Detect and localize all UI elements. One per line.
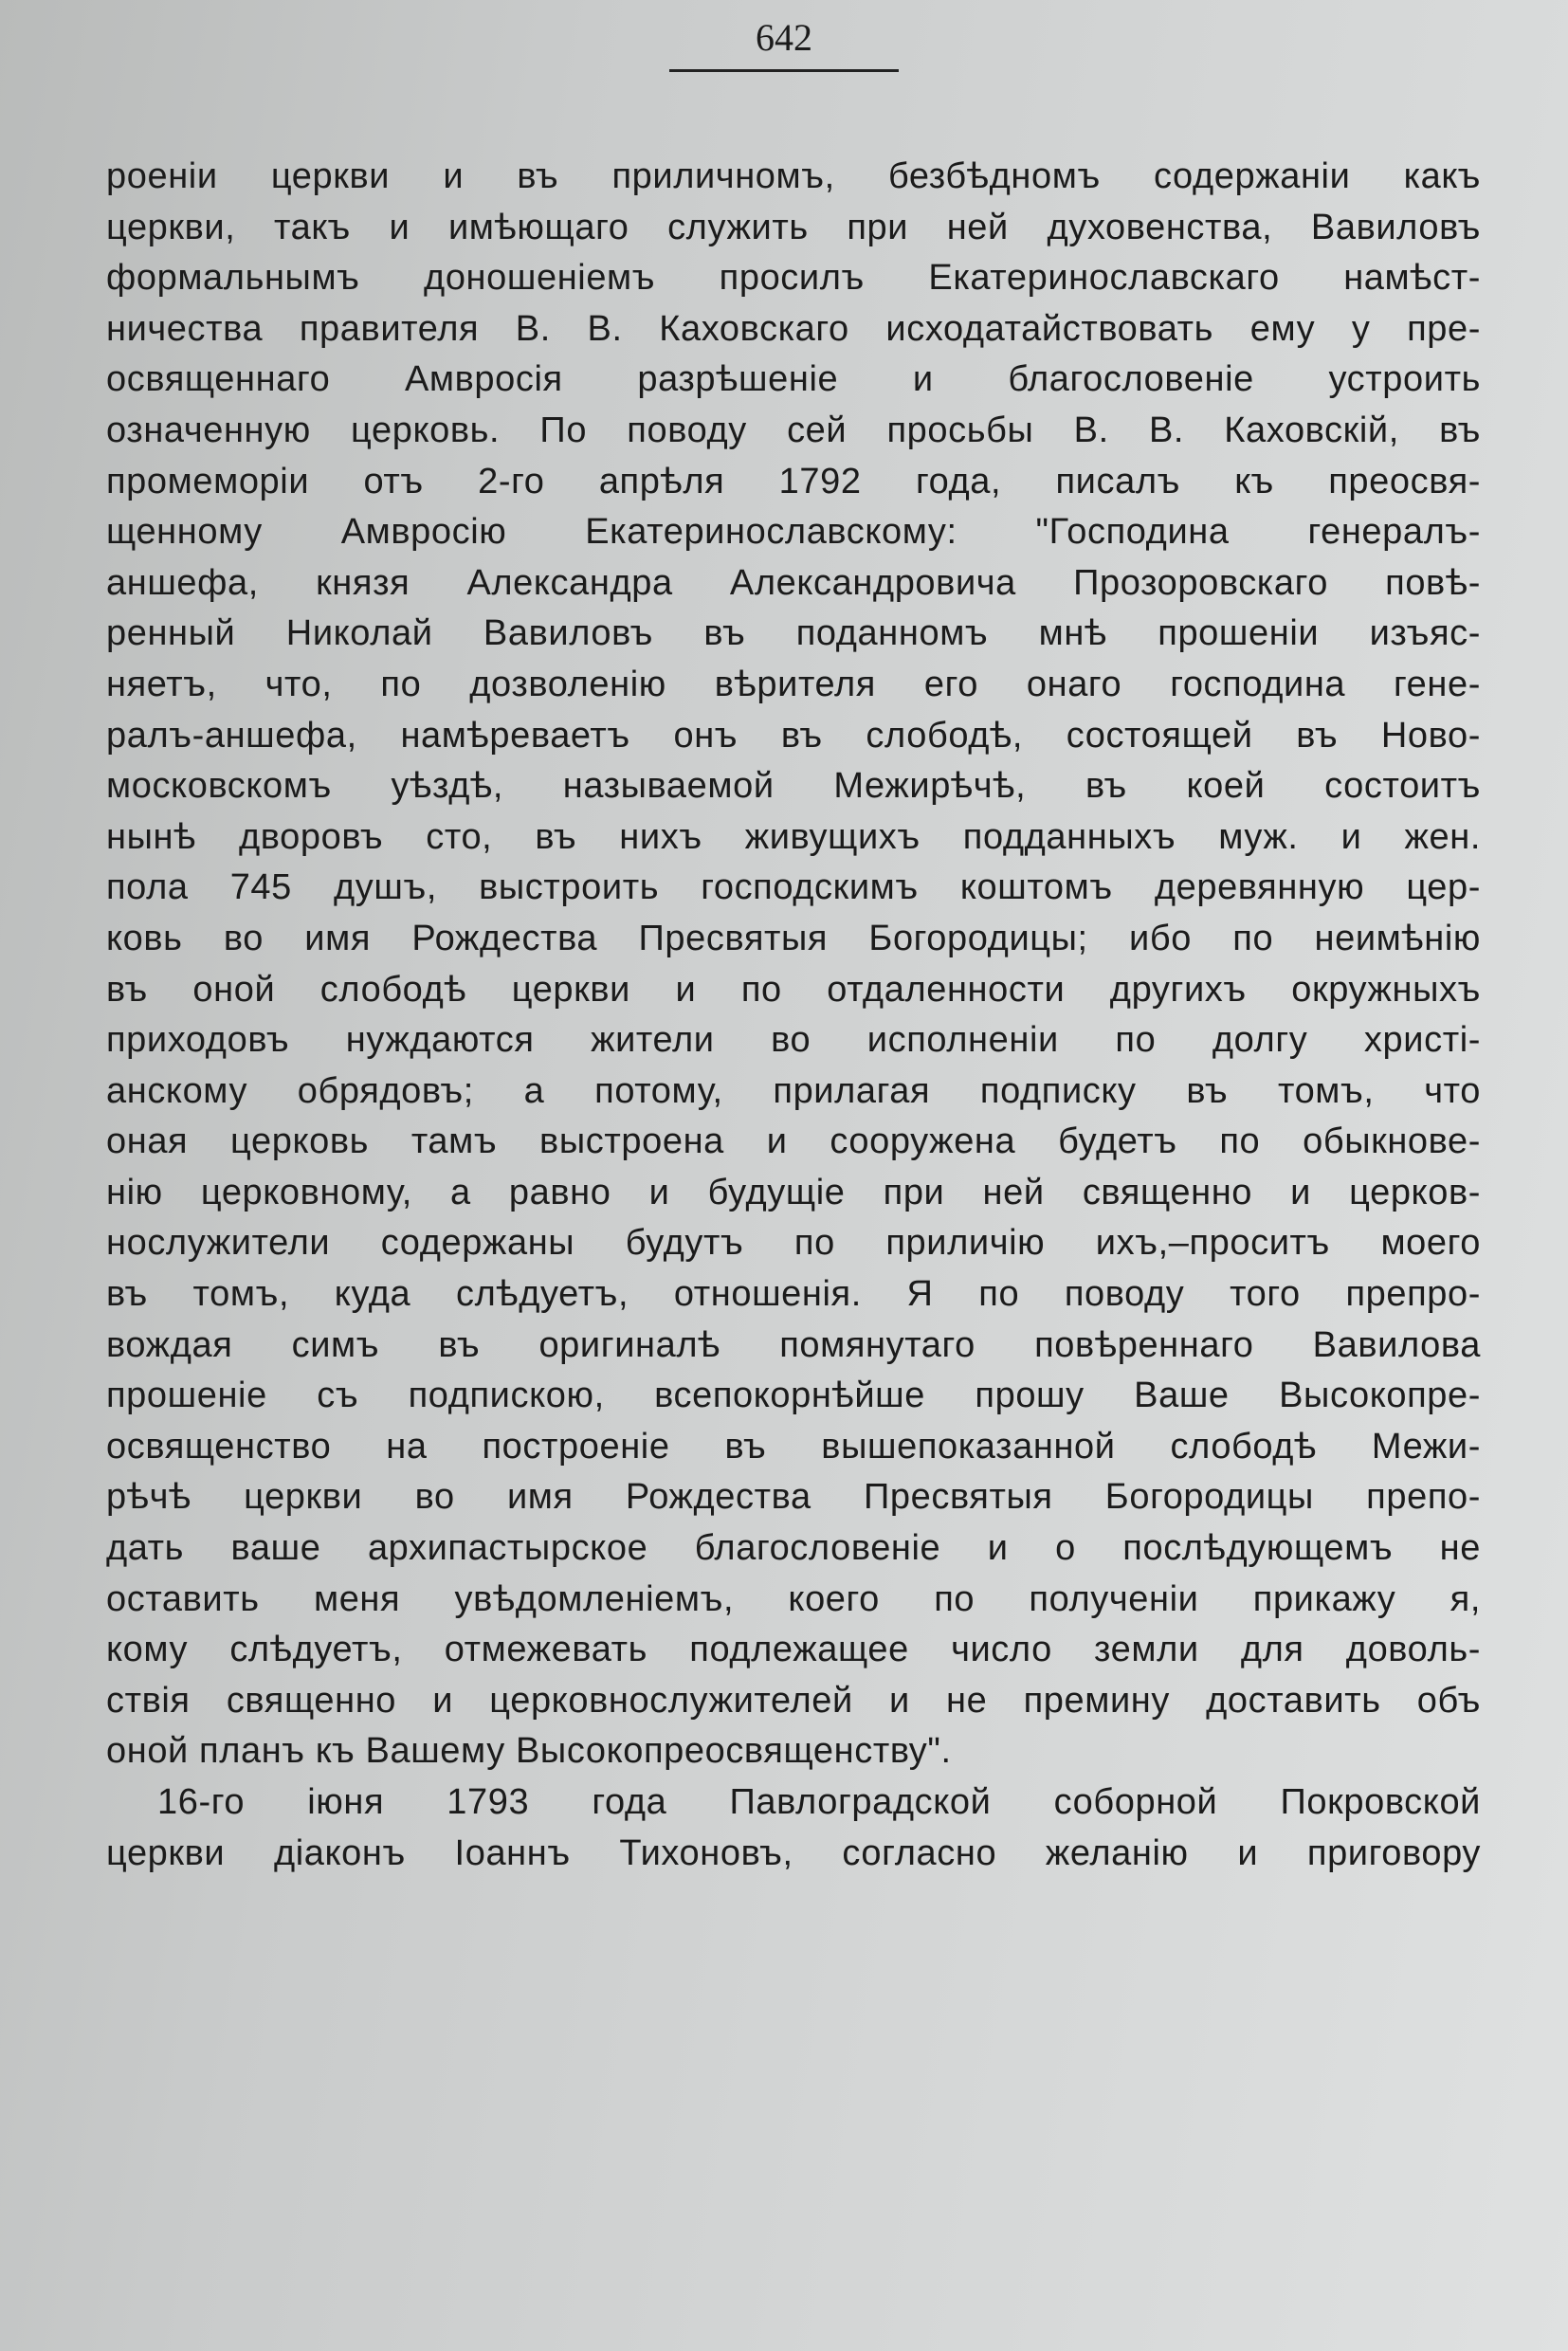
text-line: прошенiе съ подпискою, всепокорнѣйше прошу Ваше Высокопре- xyxy=(106,1376,1481,1416)
text-line: пола 745 душъ, выстроить господскимъ коштомъ деревянную цер- xyxy=(106,867,1481,908)
text-line: оная церковь тамъ выстроена и сооружена будетъ по обыкнове- xyxy=(106,1121,1481,1162)
text-line: роенiи церкви и въ приличномъ, безбѣдномъ содержанiи какъ xyxy=(106,156,1481,196)
text-line: освященство на построенiе въ вышепоказанной слободѣ Межи- xyxy=(106,1426,1481,1467)
text-line: освященнаго Амвросiя разрѣшенiе и благословенiе устроить xyxy=(106,359,1481,400)
text-line: аншефа, князя Александра Александровича Прозоровскаго повѣ- xyxy=(106,562,1481,603)
text-line: няетъ, что, по дозволенiю вѣрителя его онаго господина гене- xyxy=(106,664,1481,704)
text-line: въ оной слободѣ церкви и по отдаленности другихъ окружныхъ xyxy=(106,969,1481,1010)
text-line: вождая симъ въ оригиналѣ помянутаго повѣреннаго Вавилова xyxy=(106,1324,1481,1365)
text-line: ренный Николай Вавиловъ въ поданномъ мнѣ прошенiи изъяс- xyxy=(106,613,1481,654)
text-line: церкви дiаконъ Iоаннъ Тихоновъ, согласно желанiю и приговору xyxy=(106,1832,1481,1873)
paragraph-first-line: 16-го iюня 1793 года Павлоградской соборной Покровской xyxy=(157,1782,1481,1822)
text-line: анскому обрядовъ; а потому, прилагая подписку въ томъ, что xyxy=(106,1070,1481,1111)
text-line: нослужители содержаны будутъ по приличiю ихъ,–проситъ моего xyxy=(106,1223,1481,1264)
text-line: церкви, такъ и имѣющаго служить при ней духовенства, Вавиловъ xyxy=(106,207,1481,247)
text-line: нiю церковному, а равно и будущiе при ней священно и церков- xyxy=(106,1172,1481,1212)
page-number: 642 xyxy=(756,16,812,59)
text-line: промеморiи отъ 2-го апрѣля 1792 года, писалъ къ преосвя- xyxy=(106,461,1481,501)
text-line: въ томъ, куда слѣдуетъ, отношенiя. Я по поводу того препро- xyxy=(106,1274,1481,1315)
text-line: ковь во имя Рождества Пресвятыя Богородицы; ибо по неимѣнiю xyxy=(106,918,1481,958)
body-text xyxy=(106,152,1481,1879)
text-line: приходовъ нуждаются жители во исполненiи по долгу христi- xyxy=(106,1020,1481,1061)
text-line: формальнымъ доношенiемъ просилъ Екатеринославскаго намѣст- xyxy=(106,258,1481,299)
text-line: оставить меня увѣдомленiемъ, коего по полученiи прикажу я, xyxy=(106,1578,1481,1619)
text-line: кому слѣдуетъ, отмежевать подлежащее число земли для доволь- xyxy=(106,1630,1481,1670)
page-number-rule xyxy=(669,69,899,72)
text-line: ралъ-аншефа, намѣреваетъ онъ въ слободѣ, состоящей въ Ново- xyxy=(106,715,1481,756)
text-line: ничества правителя В. В. Каховскаго исходатайствовать ему у пре- xyxy=(106,308,1481,349)
text-line: оной планъ къ Вашему Высокопреосвященству". xyxy=(106,1731,952,1772)
text-line: нынѣ дворовъ сто, въ нихъ живущихъ подданныхъ муж. и жен. xyxy=(106,816,1481,857)
text-line: ствiя священно и церковнослужителей и не премину доставить объ xyxy=(106,1680,1481,1721)
text-line: дать ваше архипастырское благословенiе и о послѣдующемъ не xyxy=(106,1528,1481,1569)
text-line: щенному Амвросiю Екатеринославскому: "Господина генералъ- xyxy=(106,512,1481,553)
text-line: означенную церковь. По поводу сей просьбы В. В. Каховскiй, въ xyxy=(106,410,1481,450)
text-line: московскомъ уѣздѣ, называемой Межирѣчѣ, въ коей состоитъ xyxy=(106,766,1481,807)
text-line: рѣчѣ церкви во имя Рождества Пресвятыя Богородицы препо- xyxy=(106,1477,1481,1518)
